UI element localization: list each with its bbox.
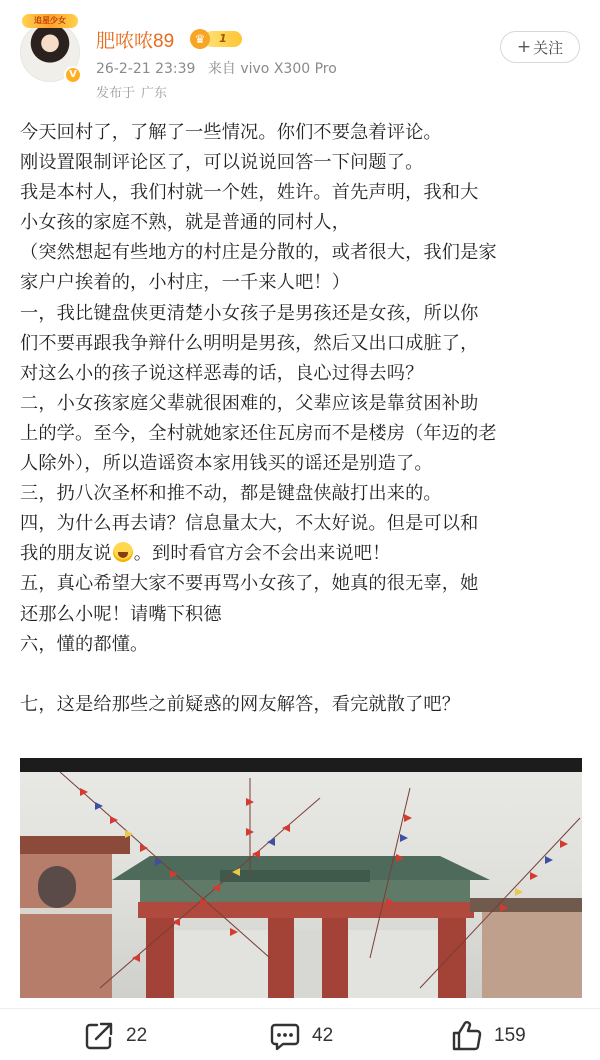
like-button[interactable]	[450, 1019, 526, 1053]
username[interactable]: 肥哝哝89	[96, 31, 175, 52]
vip-level: 1	[204, 31, 242, 47]
laughing-emoji-icon	[113, 542, 133, 562]
location-value: 广东	[141, 86, 168, 101]
post-line: 七，这是给那些之前疑惑的网友解答，看完就散了吧？	[20, 693, 461, 715]
comment-icon	[268, 1019, 302, 1053]
post-line-part: 我的朋友说	[20, 543, 112, 565]
post-header	[0, 0, 600, 110]
post-line: 们不要再跟我争辩什么明明是男孩，然后又出口成脏了，	[20, 332, 479, 354]
post-line: 五，真心希望大家不要再骂小女孩了，她真的很无辜，她	[20, 573, 479, 595]
post-line: 我是本村人，我们村就一个姓，姓许。首先声明，我和大	[20, 182, 479, 204]
post-line: 六，懂的都懂。	[20, 633, 149, 655]
post-meta	[96, 58, 345, 78]
post-line-with-emoji	[20, 539, 582, 569]
post-line: 对这么小的孩子说这样恶毒的话，良心过得去吗？	[20, 362, 424, 384]
post-image[interactable]	[20, 758, 582, 998]
crown-icon: ♛	[190, 29, 210, 49]
like-count: 159	[494, 1025, 526, 1046]
share-icon	[82, 1019, 116, 1053]
post-line: 四，为什么再去请？信息量太大，不太好说。但是可以和	[20, 513, 479, 535]
post-line: 二，小女孩家庭父辈就很困难的，父辈应该是靠贫困补助	[20, 392, 479, 414]
village-gate-illustration	[20, 758, 582, 998]
verified-badge-icon: V	[64, 66, 82, 84]
thumbs-up-icon	[450, 1019, 484, 1053]
post-line-part: 。到时看官方会不会出来说吧！	[133, 543, 391, 565]
comment-button[interactable]	[268, 1019, 333, 1053]
post-source: 来自 vivo X300 Pro	[207, 61, 337, 77]
avatar[interactable]	[20, 16, 80, 82]
post-line: 一，我比键盘侠更清楚小女孩子是男孩还是女孩，所以你	[20, 302, 479, 324]
post-line: 刚设置限制评论区了，可以说说回答一下问题了。	[20, 152, 424, 174]
location-prefix: 发布于	[96, 86, 136, 101]
post-line: 还那么小呢！请嘴下积德	[20, 603, 222, 625]
plus-icon: +	[516, 37, 532, 57]
follow-button[interactable]	[500, 31, 580, 63]
vip-badge[interactable]	[190, 29, 246, 49]
post-line: 三，扔八次圣杯和推不动，都是键盘侠敲打出来的。	[20, 483, 442, 505]
comment-count: 42	[312, 1025, 334, 1046]
post-line: 人除外），所以造谣资本家用钱买的谣还是别造了。	[20, 453, 433, 475]
avatar-frame-banner: 追星少女	[22, 14, 78, 28]
post-body	[20, 118, 582, 720]
follow-label: 关注	[533, 38, 564, 57]
share-count: 22	[126, 1025, 148, 1046]
post-line: 今天回村了，了解了一些情况。你们不要急着评论。	[20, 122, 442, 143]
share-button[interactable]	[82, 1019, 147, 1053]
post-line: 小女孩的家庭不熟，就是普通的同村人，	[20, 212, 351, 234]
post-timestamp: 26-2-21 23:39	[96, 61, 196, 77]
post-line: （突然想起有些地方的村庄是分散的，或者很大，我们是家	[20, 242, 497, 264]
post-line: 家户户挨着的，小村庄，一千来人吧！）	[20, 272, 351, 294]
post-line: 上的学。至今，全村就她家还住瓦房而不是楼房（年迈的老	[20, 422, 497, 444]
post-blank-line	[20, 660, 582, 690]
post-action-bar	[0, 1008, 600, 1060]
post-location	[96, 82, 167, 101]
